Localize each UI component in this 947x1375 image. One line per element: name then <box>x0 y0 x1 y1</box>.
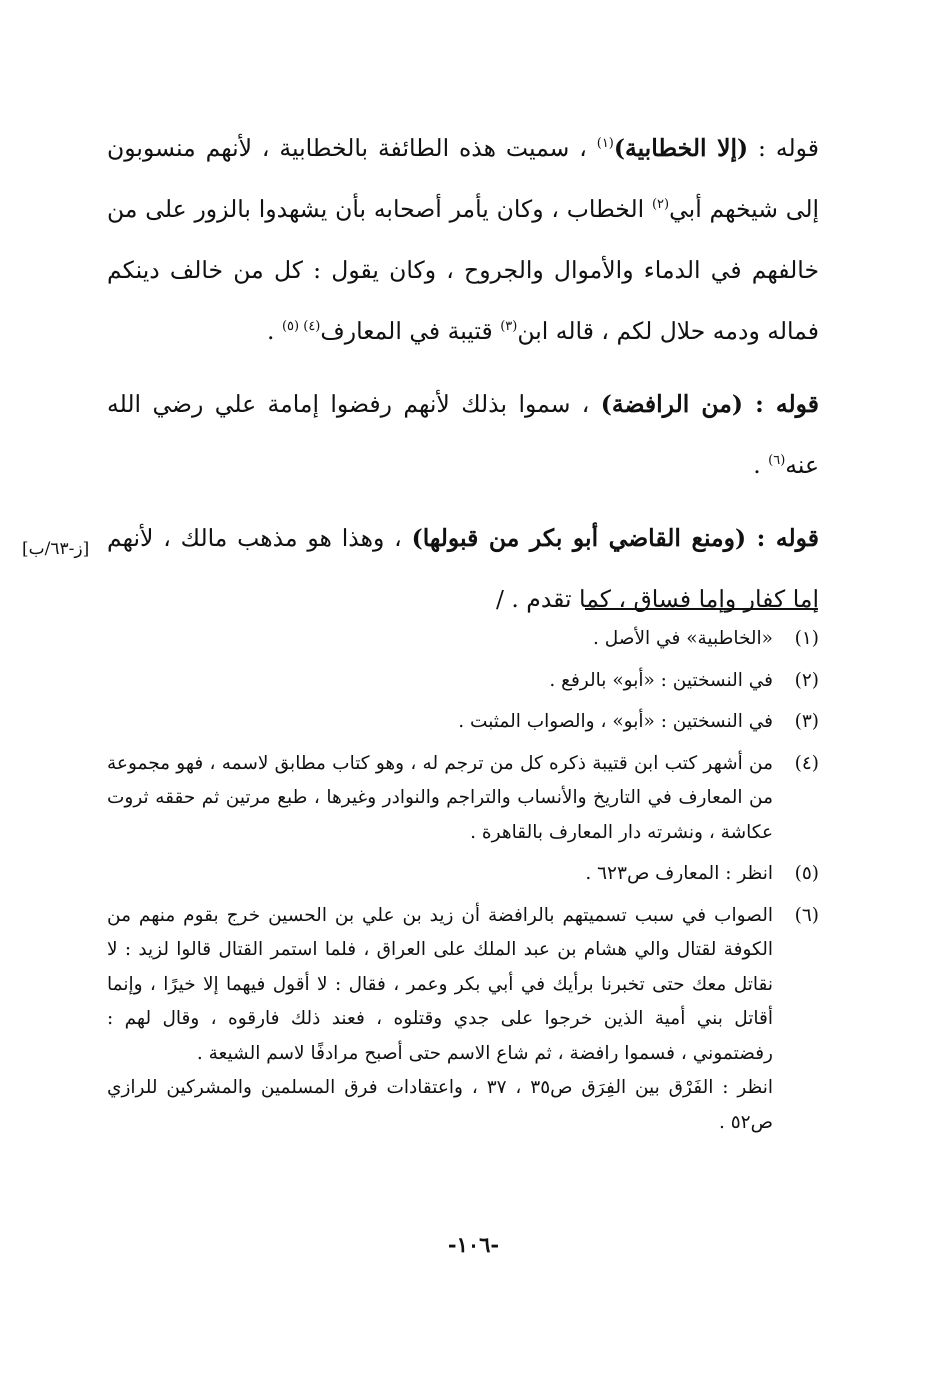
footnote-number: (٢) <box>794 669 819 691</box>
footnote-ref: (٣) <box>500 319 518 334</box>
paragraph-text: ، وهذا هو مذهب مالك ، لأنهم إما كفار وإما فساق ، كما تقدم . / <box>107 524 819 613</box>
lead-word: قوله : <box>748 134 819 162</box>
paragraph-text: ، سميت هذه الطائفة بالخطابية ، لأنهم منسوبون إلى شيخهم أبي <box>107 134 820 223</box>
footnote-number: (١) <box>794 628 819 649</box>
main-text <box>107 118 819 630</box>
footnote-separator <box>585 608 818 610</box>
footnote-text: من أشهر كتب ابن قتيبة ذكره كل من ترجم له ، وهو كتاب مطابق لاسمه ، فهو مجموعة من المعارف في التاريخ والأنساب والتراجم والنوادر وغيرها ، طبع مرتين ثم حققه ثروت عكاشة ، ونشرته دار المعارف بالقاهرة . <box>107 752 773 843</box>
footnote <box>107 899 819 1141</box>
footnote <box>107 664 819 699</box>
footnote <box>107 622 819 657</box>
footnote-ref: (٤) (٥) <box>281 319 321 334</box>
footnote-ref: (١) <box>596 136 614 151</box>
footnote-number: (٦) <box>794 904 819 926</box>
footnote-ref: (٦) <box>768 453 786 468</box>
quoted-term: (إلا الخطابية) <box>613 134 749 162</box>
page-number: -١٠٦- <box>447 1232 500 1257</box>
footnote <box>107 747 819 851</box>
footnotes-list <box>107 622 819 1147</box>
footnote <box>107 857 819 892</box>
paragraph-text: قتيبة في المعارف <box>320 317 501 345</box>
paragraph-text: . <box>267 317 282 345</box>
footnote-number: (٤) <box>794 752 819 774</box>
lead-word: قوله : <box>742 390 819 418</box>
footnote <box>107 705 819 740</box>
footnote-text: انظر : المعارف ص٦٢٣ . <box>585 863 773 884</box>
quoted-term: (ومنع القاضي أبو بكر من قبولها) <box>411 524 747 552</box>
footnote-number: (٥) <box>794 863 819 884</box>
footnote-source: انظر : الفَرْق بين الفِرَق ص٣٥ ، ٣٧ ، واعتقادات فرق المسلمين والمشركين للرازي ص٥٢ . <box>107 1077 774 1133</box>
paragraph-rafida <box>107 374 819 496</box>
paragraph-qadi <box>107 508 819 630</box>
paragraph-text: . <box>753 451 769 479</box>
footnote-text: في النسختين : «أبو» بالرفع . <box>549 669 773 691</box>
lead-word: قوله : <box>746 524 819 552</box>
quoted-term: (من الرافضة) <box>600 390 743 418</box>
footnote-text: في النسختين : «أبو» ، والصواب المثبت . <box>458 711 773 732</box>
paragraph-text: الخطاب ، وكان يأمر أصحابه بأن يشهدوا بالزور على من خالفهم في الدماء والأموال والجروح ، وكان يقول : كل من خالف دينكم فماله ودمه حلال لكم ، قاله ابن <box>107 195 819 345</box>
footnote-number: (٣) <box>794 711 819 732</box>
paragraph-khattabiyya <box>107 118 819 362</box>
manuscript-folio-marker: [ز-٦٣/ب] <box>22 539 90 559</box>
paragraph-text: ، سموا بذلك لأنهم رفضوا إمامة علي رضي الله عنه <box>107 390 819 479</box>
footnote-ref: (٢) <box>651 197 670 212</box>
footnote-text: الصواب في سبب تسميتهم بالرافضة أن زيد بن علي بن الحسين خرج بقوم منهم من الكوفة لقتال والي هشام بن عبد الملك على العراق ، فلما استمر القتال قالوا لزيد : لا نقاتل معك حتى تخبرنا برأيك في أبي بكر وعمر ، فقال : لا أقول فيهما إلا خيرًا ، وإنما أقاتل بني أمية الذين خرجوا على جدي وقتلوه ، فعند ذلك فارقوه ، وقال لهم : رفضتموني ، فسموا رافضة ، ثم شاع الاسم حتى أصبح مرادفًا لاسم الشيعة . <box>107 904 773 1064</box>
footnote-text: «الخاطبية» في الأصل . <box>593 628 773 649</box>
